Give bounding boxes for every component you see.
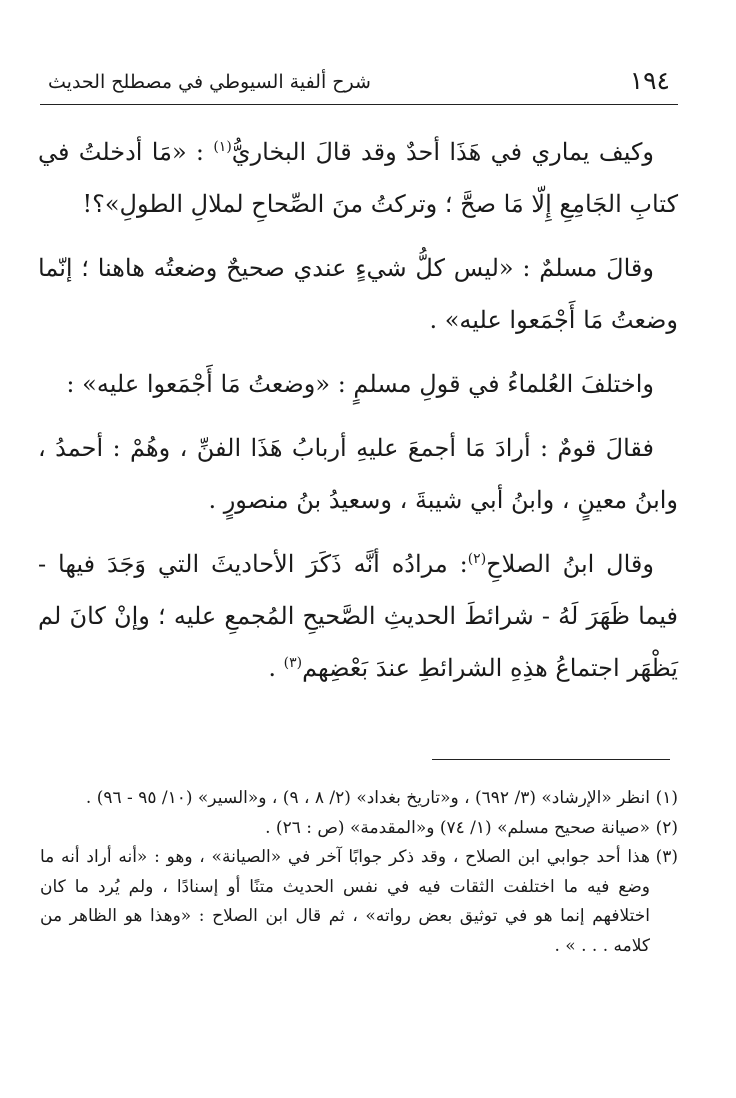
- footnote: [40, 843, 678, 961]
- paragraph-scholars-differ: [38, 358, 678, 410]
- paragraph-text: وكيف يماري في هَذَا أحدٌ وقد قالَ البخاريُّ: [231, 138, 654, 166]
- footnote-mark: (٣): [655, 847, 678, 867]
- footnote: [40, 784, 678, 814]
- paragraph-ibn-salah: [38, 538, 678, 694]
- paragraph-bukhari-quote: [38, 126, 678, 230]
- footnote-mark: (٢): [655, 817, 678, 838]
- paragraph-text: واختلفَ العُلماءُ في قولِ مسلمٍ : «وضعتُ مَا أَجْمَعوا عليه» :: [66, 370, 654, 398]
- footnote-ref-3: (٣): [283, 655, 303, 671]
- paragraph-text: فقالَ قومٌ : أرادَ مَا أجمعَ عليهِ أربابُ هَذَا الفنِّ ، وهُمْ : أحمدُ ، وابنُ معينٍ ، وابنُ أبي شيبةَ ، وسعيدُ بنُ منصورٍ .: [38, 434, 678, 514]
- paragraph-text: وقال ابنُ الصلاحِ: [486, 550, 654, 578]
- page-header: [40, 60, 678, 105]
- paragraph-first-opinion: [38, 422, 678, 526]
- footnotes: [40, 784, 678, 961]
- footnote: [40, 814, 678, 844]
- paragraph-text: : «مَا أدخلتُ في كتابِ الجَامِعِ إِلّا مَا صحَّ ؛ وتركتُ منَ الصِّحاحِ لملالِ الطولِ»؟!: [38, 138, 678, 218]
- running-title: شرح ألفية السيوطي في مصطلح الحديث: [48, 71, 371, 93]
- paragraph-muslim-quote: [38, 242, 678, 346]
- footnote-text: انظر «الإرشاد» (٣/ ٦٩٢) ، و«تاريخ بغداد» (٢/ ٨ ، ٩) ، و«السير» (١٠/ ٩٥ - ٩٦) .: [85, 788, 650, 808]
- footnote-text: هذا أحد جوابي ابن الصلاح ، وقد ذكر جوابًا آخر في «الصيانة» ، وهو : «أنه أراد أنه ما وضع فيه ما اختلفت الثقات فيه في نفس الحديث متنًا أو إسنادًا ، ولم يُرد ما كان اختلافهم إنما هو في توثيق بعض رواته» ، ثم قال ابن الصلاح : «وهذا هو الظاهر من كلامه . . . » .: [40, 847, 650, 956]
- footnote-ref-2: (٢): [467, 551, 487, 567]
- footnote-text: «صيانة صحيح مسلم» (١/ ٧٤) و«المقدمة» (ص : ٢٦) .: [265, 817, 650, 838]
- main-text: [38, 126, 678, 694]
- page-number: ١٩٤: [629, 66, 670, 95]
- footnote-mark: (١): [655, 788, 678, 808]
- paragraph-text: .: [268, 654, 284, 682]
- footnote-separator: [432, 759, 670, 760]
- footnote-ref-1: (١): [213, 139, 232, 155]
- paragraph-text: : مرادُه أنَّه ذَكَرَ الأحاديثَ التي وَجَدَ فيها - فيما ظَهَرَ لَهُ - شرائطَ الحديثِ الصَّحيحِ المُجمعِ عليه ؛ وإنْ كانَ لم يَظْهَر اجتماعُ هذِهِ الشرائطِ عندَ بَعْضِهم: [38, 550, 678, 682]
- paragraph-text: وقالَ مسلمٌ : «ليس كلُّ شيءٍ عندي صحيحٌ وضعتُه هاهنا ؛ إنّما وضعتُ مَا أَجْمَعوا عليه» .: [38, 254, 678, 334]
